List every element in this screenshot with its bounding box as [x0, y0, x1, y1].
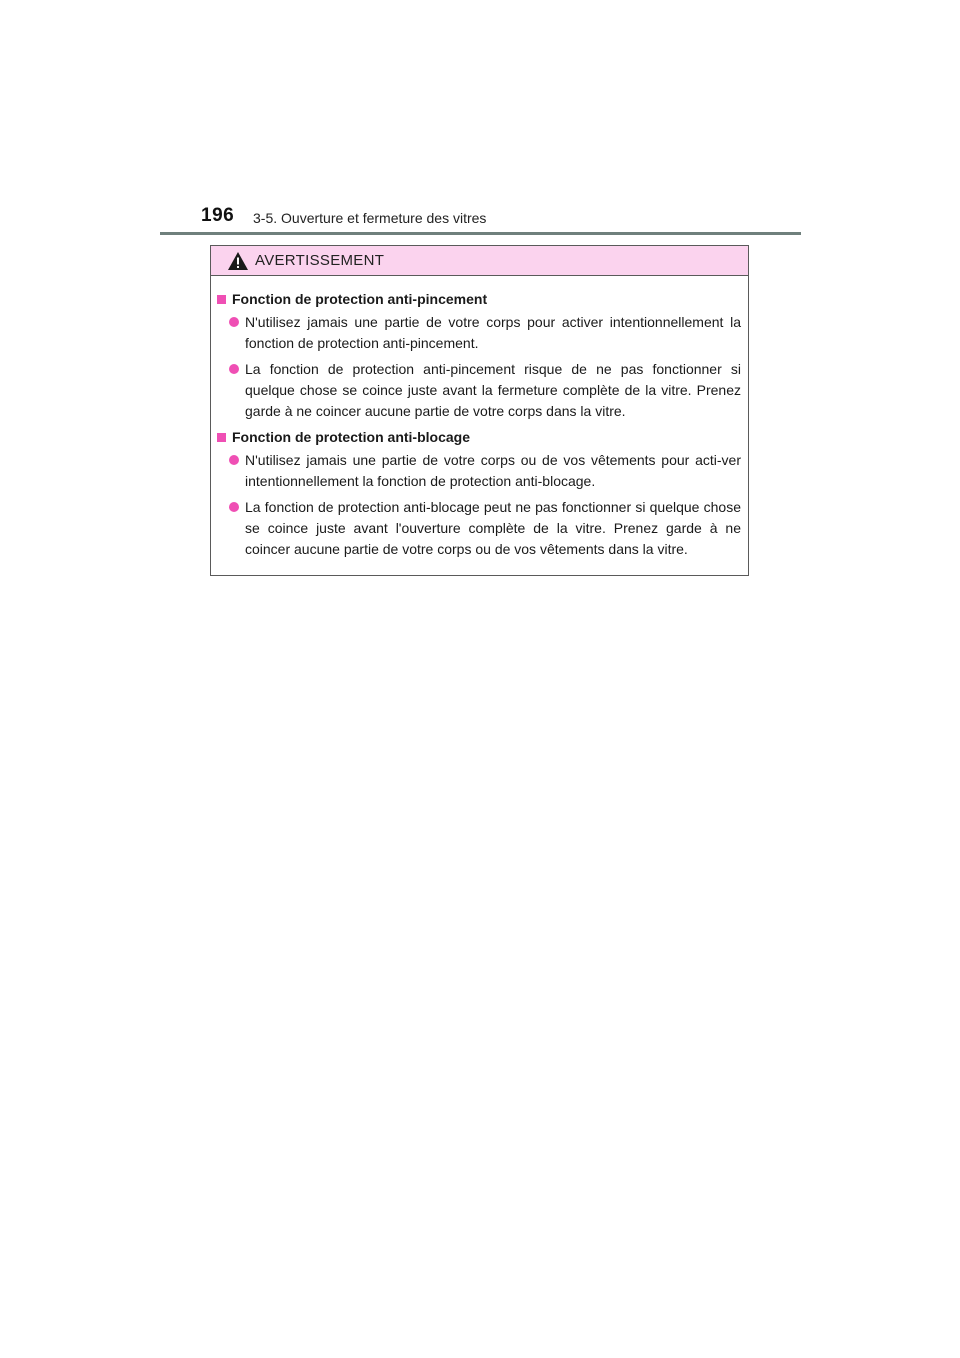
list-item-text: La fonction de protection anti-pincement risque de ne pas fonctionner si quelque chose se coince juste avant la fermeture complète de la vitre. Prenez garde à ne coincer aucune partie de votre corps dans la vitre.	[245, 361, 741, 419]
list-item-text: N'utilisez jamais une partie de votre corps ou de vos vêtements pour acti-ver intentionnellement la fonction de protection anti-blocage.	[245, 452, 741, 489]
list-item	[216, 450, 741, 492]
page-number: 196	[201, 205, 235, 226]
list-item	[216, 312, 741, 354]
square-bullet-icon	[217, 295, 226, 304]
warning-body	[211, 276, 748, 560]
section-heading-text: Fonction de protection anti-pincement	[232, 291, 488, 307]
round-bullet-icon	[229, 502, 239, 512]
round-bullet-icon	[229, 364, 239, 374]
section-heading-anti-pincement	[216, 289, 741, 310]
list-item	[216, 497, 741, 560]
section-heading-text: Fonction de protection anti-blocage	[232, 429, 470, 445]
warning-header	[211, 246, 748, 276]
list-item-text: La fonction de protection anti-blocage peut ne pas fonctionner si quelque chose se coince juste avant l'ouverture complète de la vitre. Prenez garde à ne coincer aucune partie de votre corps ou de vos vêtements dans la vitre.	[245, 499, 741, 557]
list-item	[216, 359, 741, 422]
square-bullet-icon	[217, 433, 226, 442]
page-header	[197, 205, 807, 231]
header-divider	[160, 232, 801, 235]
round-bullet-icon	[229, 317, 239, 327]
warning-triangle-icon	[227, 251, 249, 271]
warning-title: AVERTISSEMENT	[255, 252, 385, 269]
section-title: 3-5. Ouverture et fermeture des vitres	[253, 210, 487, 226]
round-bullet-icon	[229, 455, 239, 465]
section-heading-anti-blocage	[216, 427, 741, 448]
warning-box	[210, 245, 749, 576]
list-item-text: N'utilisez jamais une partie de votre corps pour activer intentionnellement la fonction de protection anti-pincement.	[245, 314, 741, 351]
